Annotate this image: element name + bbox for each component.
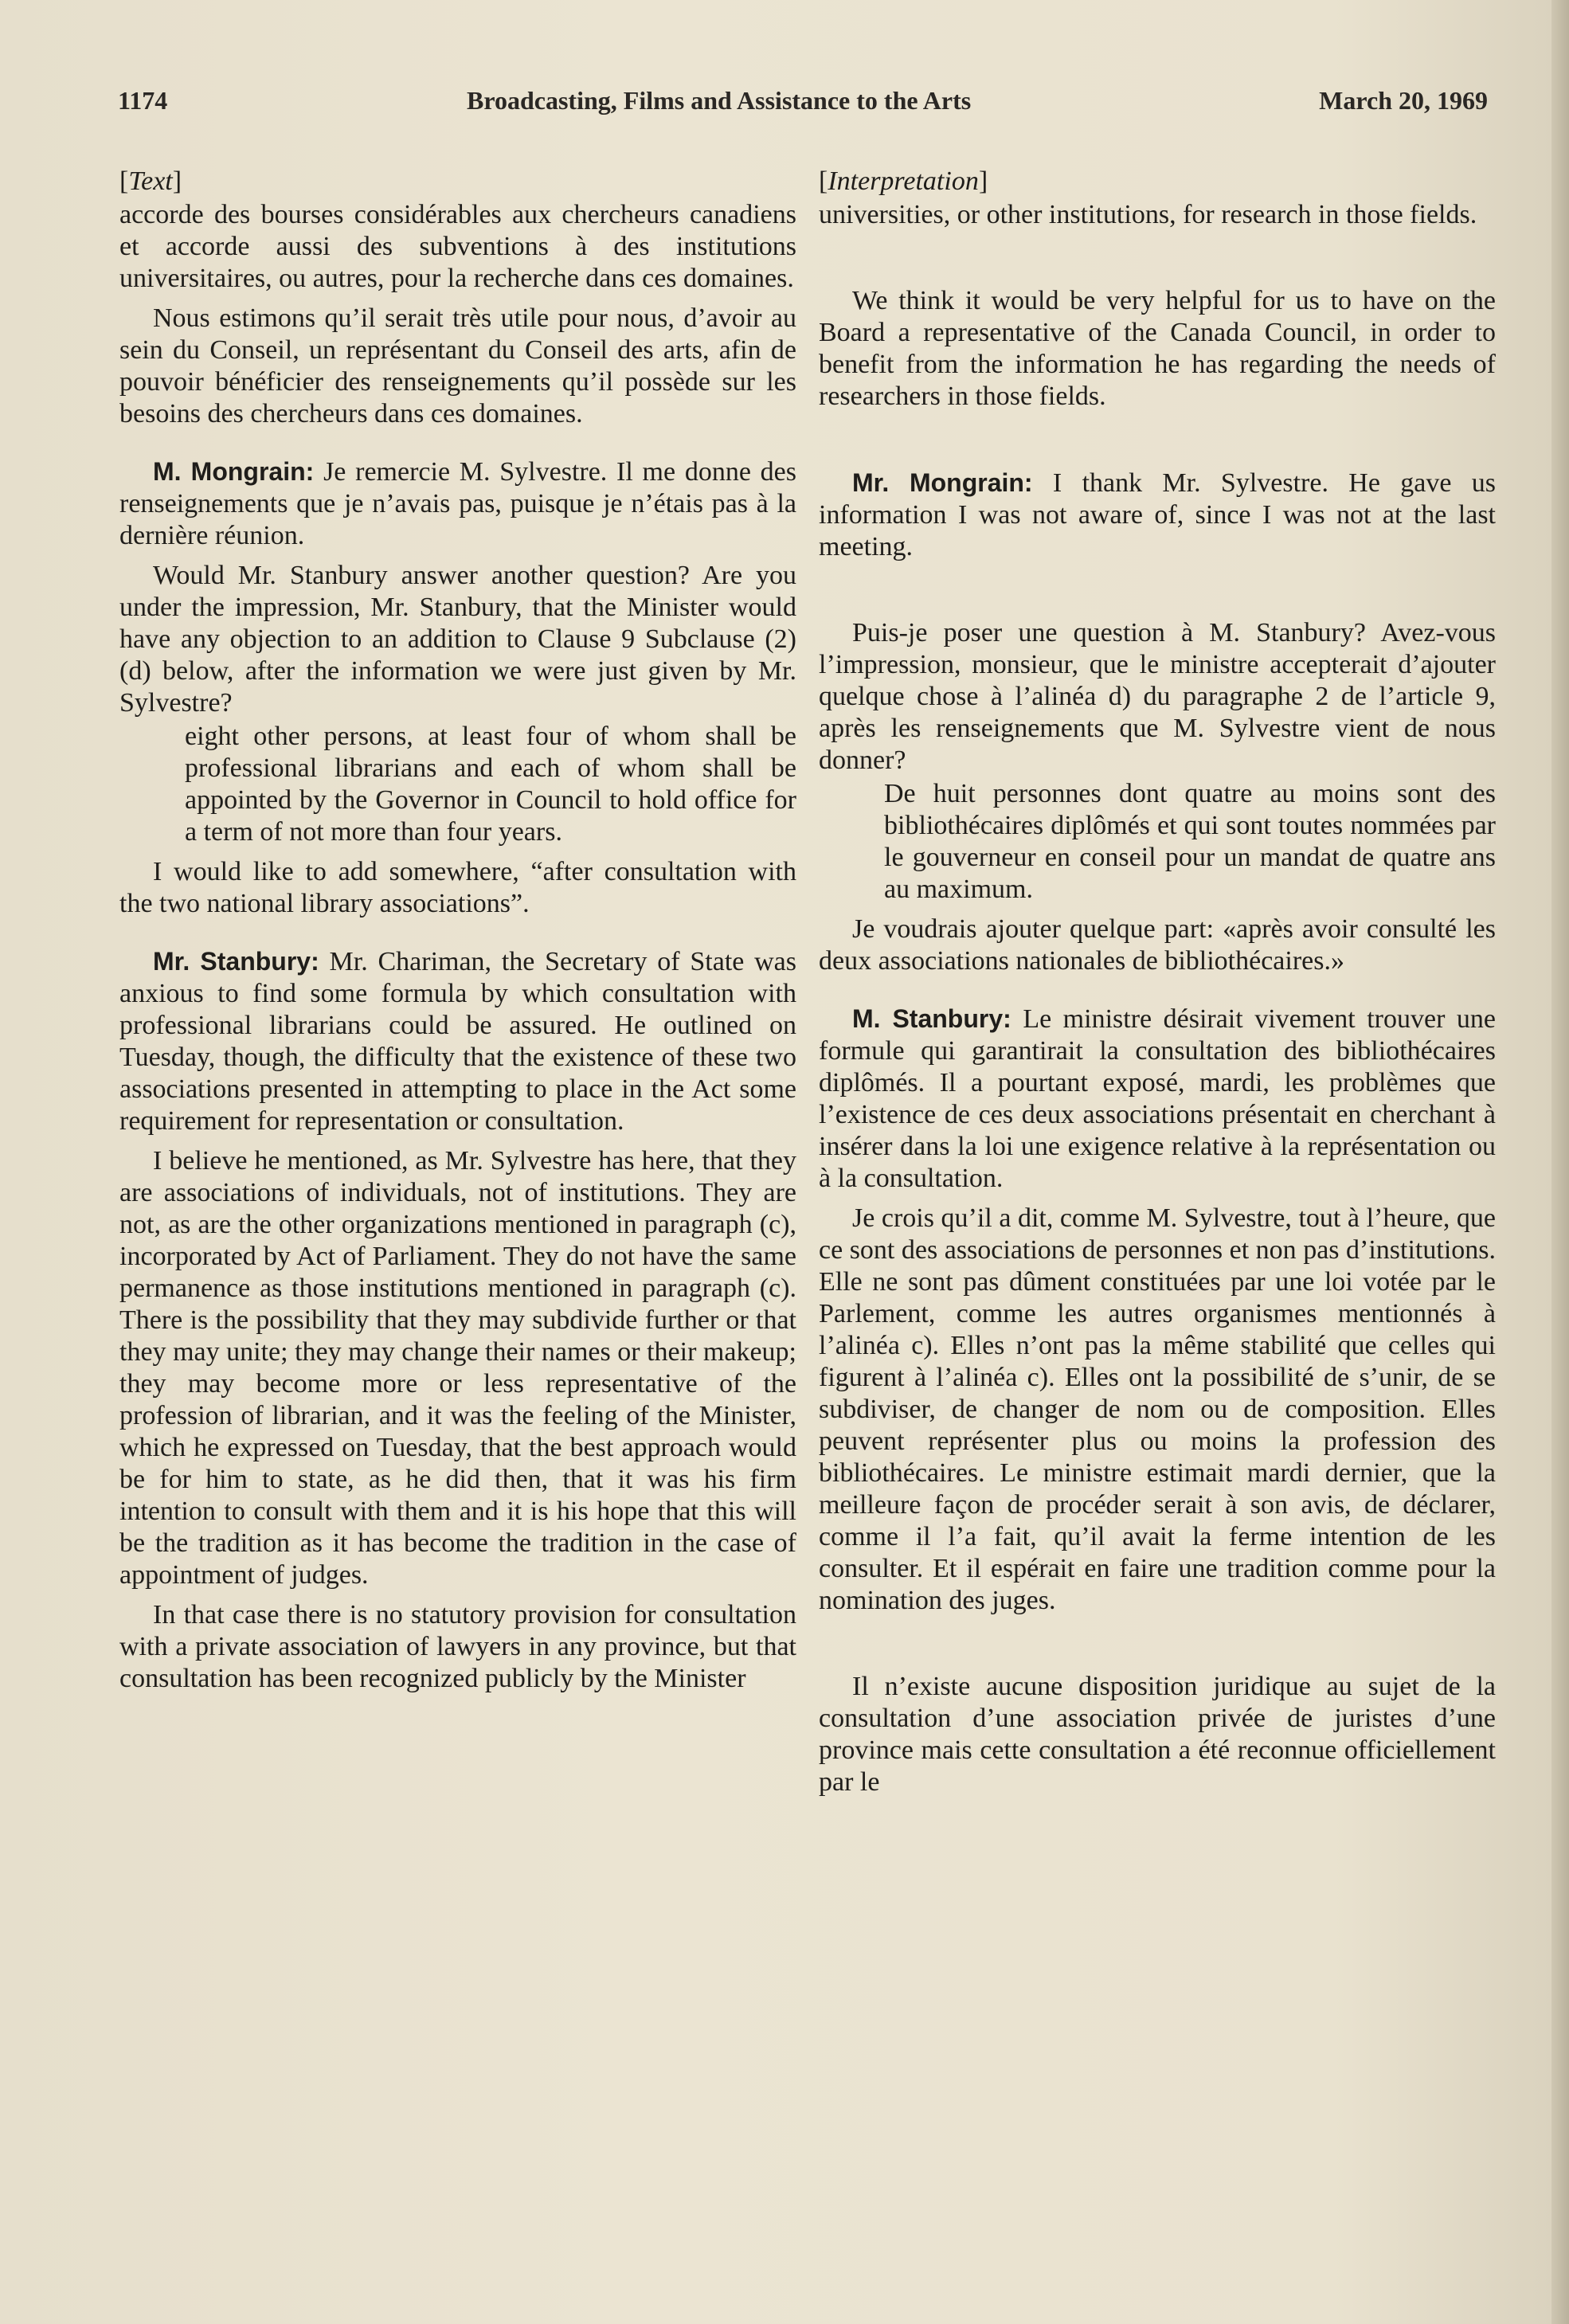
paragraph: Nous estimons qu’il serait très utile pour nous, d’avoir au sein du Conseil, un représentant du Conseil des arts, afin de pouvoir bénéficier des renseignements qu’il possède sur les besoins des chercheurs dans ces domaines.	[119, 303, 796, 428]
block-quote: eight other persons, at least four of whom shall be professional librarians and each of whom shall be appointed by the Governor in Council to hold office for a term of not more than four years.	[185, 722, 796, 847]
page-edge	[1551, 0, 1569, 2324]
paragraph: We think it would be very helpful for us to have on the Board a representative of the Canada Council, in order to benefit from the information he has regarding the needs of researchers in those fields.	[819, 286, 1496, 411]
column-label: [Interpretation]	[819, 166, 988, 196]
speaker-name: Mr. Mongrain:	[852, 468, 1033, 497]
page-date: March 20, 1969	[1319, 86, 1488, 115]
paragraph: Mr. Mongrain: I thank Mr. Sylvestre. He gave us information I was not aware of, since I was not at the last meeting.	[819, 468, 1496, 561]
paragraph: M. Stanbury: Le ministre désirait vivement trouver une formule qui garantirait la consultation des bibliothécaires diplômés. Il a pourtant exposé, mardi, les problèmes que l’existence de ces deux associations présentait en cherchant à insérer dans la loi une exigence relative à la représentation ou à la consultation.	[819, 1004, 1497, 1193]
page-header	[118, 86, 1488, 124]
paragraph: Puis-je poser une question à M. Stanbury? Avez-vous l’impression, monsieur, que le ministre accepterait d’ajouter quelque chose à l’alinéa d) du paragraphe 2 de l’article 9, après les renseignements que M. Sylvestre vient de nous donner?	[819, 618, 1496, 775]
block-quote: De huit personnes dont quatre au moins sont des bibliothécaires diplômés et qui sont toutes nommées par le gouverneur en conseil pour un mandat de quatre ans au maximum.	[884, 779, 1496, 904]
paragraph: M. Mongrain: Je remercie M. Sylvestre. Il me donne des renseignements que je n’avais pas, puisque je n’étais pas à la dernière réunion.	[119, 457, 797, 550]
page-number: 1174	[118, 86, 168, 115]
column-label: [Text]	[119, 166, 182, 196]
speaker-name: M. Mongrain:	[153, 457, 315, 486]
paragraph: Would Mr. Stanbury answer another question? Are you under the impression, Mr. Stanbury, that the Minister would have any objection to an addition to Clause 9 Subclause (2) (d) below, after the information we were just given by Mr. Sylvestre?	[119, 561, 796, 718]
speaker-name: M. Stanbury:	[852, 1004, 1011, 1033]
paragraph: In that case there is no statutory provision for consultation with a private association of lawyers in any province, but that consultation has been recognized publicly by the Minister	[119, 1600, 796, 1693]
paragraph: Mr. Stanbury: Mr. Chariman, the Secretary of State was anxious to find some formula by which consultation with professional librarians could be assured. He outlined on Tuesday, though, the difficulty that the existence of these two associations presented in attempting to place in the Act some requirement for representation or consultation.	[119, 947, 797, 1136]
paragraph: Il n’existe aucune disposition juridique au sujet de la consultation d’une association privée de juristes d’une province mais cette consultation a été reconnue officiellement par le	[819, 1672, 1496, 1797]
paragraph: I believe he mentioned, as Mr. Sylvestre has here, that they are associations of individuals, not of institutions. They are not, as are the other organizations mentioned in paragraph (c), incorporated by Act of Parliament. They do not have the same permanence as those institutions mentioned in paragraph (c). There is the possibility that they may subdivide further or that they may unite; they may change their names or their makeup; they may become more or less representative of the profession of librarian, and it was the feeling of the Minister, which he expressed on Tuesday, that the best approach would be for him to state, as he did then, that it was his firm intention to consult with them and it is his hope that this will be the tradition as it has become the tradition in the case of appointment of judges.	[119, 1146, 796, 1590]
paragraph: I would like to add somewhere, “after consultation with the two national library associations”.	[119, 857, 796, 918]
running-title: Broadcasting, Films and Assistance to the Arts	[467, 86, 972, 115]
right-column	[819, 166, 1496, 1798]
paragraph: universities, or other institutions, for research in those fields.	[819, 200, 1477, 229]
left-column	[119, 166, 796, 1695]
speaker-name: Mr. Stanbury:	[153, 947, 319, 976]
paragraph: accorde des bourses considérables aux chercheurs canadiens et accorde aussi des subventions à des institutions universitaires, ou autres, pour la recherche dans ces domaines.	[119, 200, 796, 293]
paragraph: Je voudrais ajouter quelque part: «après avoir consulté les deux associations nationales de bibliothécaires.»	[819, 914, 1496, 976]
paragraph: Je crois qu’il a dit, comme M. Sylvestre, tout à l’heure, que ce sont des associations de personnes et non pas d’institutions. Elle ne sont pas dûment constituées par une loi votée par le Parlement, comme les autres organismes mentionnés à l’alinéa c). Elles n’ont pas la même stabilité que celles qui figurent à l’alinéa c). Elles ont la possibilité de s’unir, de se subdiviser, de changer de nom ou de composition. Elles peuvent représenter plus ou moins la profession des bibliothécaires. Le ministre estimait mardi dernier, que la meilleure façon de procéder serait à son avis, de déclarer, comme il l’a fait, qu’il avait la ferme intention de les consulter. Et il espérait en faire une tradition comme pour la nomination des juges.	[819, 1203, 1496, 1615]
